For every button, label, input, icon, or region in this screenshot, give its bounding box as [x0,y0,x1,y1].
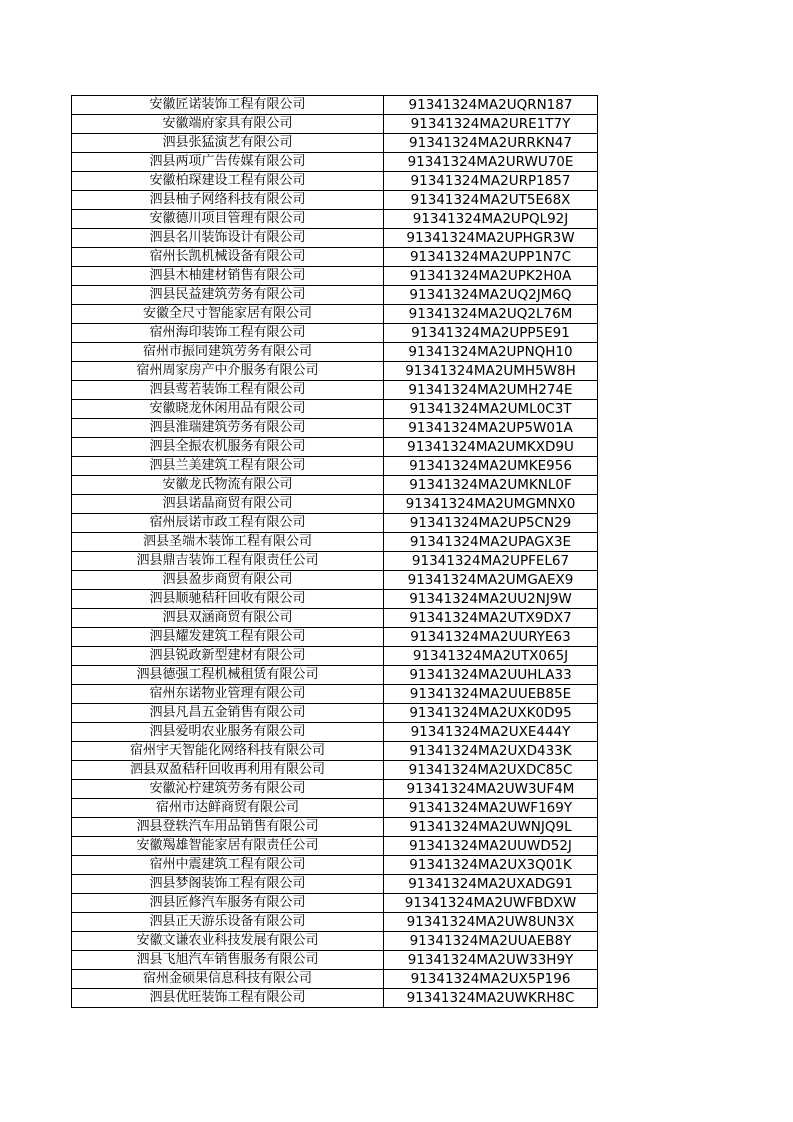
company-name-cell: 泗县张猛演艺有限公司 [72,134,384,153]
credit-code-cell: 91341324MA2UMH5W8H [384,362,598,381]
credit-code-cell: 91341324MA2UXDC85C [384,761,598,780]
company-name-cell: 泗县登轶汽车用品销售有限公司 [72,818,384,837]
credit-code-cell: 91341324MA2UP5CN29 [384,514,598,533]
credit-code-cell: 91341324MA2UT5E68X [384,191,598,210]
table-row [72,666,598,685]
table-row [72,96,598,115]
table-row [72,495,598,514]
company-name-cell: 宿州中震建筑工程有限公司 [72,856,384,875]
table-row [72,362,598,381]
company-name-cell: 宿州金硕果信息科技有限公司 [72,970,384,989]
table-row [72,742,598,761]
credit-code-cell: 91341324MA2UXK0D95 [384,704,598,723]
table-row [72,761,598,780]
company-name-cell: 泗县德强工程机械租赁有限公司 [72,666,384,685]
credit-code-cell: 91341324MA2UTX065J [384,647,598,666]
table-row [72,989,598,1008]
table-row [72,305,598,324]
company-name-cell: 泗县正天游乐设备有限公司 [72,913,384,932]
credit-code-cell: 91341324MA2UPK2H0A [384,267,598,286]
company-name-cell: 泗县圣端木装饰工程有限公司 [72,533,384,552]
credit-code-cell: 91341324MA2UWKRH8C [384,989,598,1008]
table-row [72,894,598,913]
company-name-cell: 安徽匠诺装饰工程有限公司 [72,96,384,115]
company-name-cell: 泗县锐政新型建材有限公司 [72,647,384,666]
table-row [72,172,598,191]
table-row [72,609,598,628]
company-name-cell: 安徽龙氏物流有限公司 [72,476,384,495]
company-name-cell: 宿州辰诺市政工程有限公司 [72,514,384,533]
company-name-cell: 安徽全尺寸智能家居有限公司 [72,305,384,324]
company-name-cell: 泗县民益建筑劳务有限公司 [72,286,384,305]
table-row [72,153,598,172]
credit-code-cell: 91341324MA2URE1T7Y [384,115,598,134]
company-name-cell: 安徽柏琛建设工程有限公司 [72,172,384,191]
company-name-cell: 泗县凡昌五金销售有限公司 [72,704,384,723]
company-name-cell: 泗县爱明农业服务有限公司 [72,723,384,742]
company-name-cell: 泗县全振农机服务有限公司 [72,438,384,457]
credit-code-cell: 91341324MA2UURYE63 [384,628,598,647]
credit-code-cell: 91341324MA2UQRN187 [384,96,598,115]
table-row [72,723,598,742]
table-row [72,457,598,476]
company-name-cell: 宿州周家房产中介服务有限公司 [72,362,384,381]
table-row [72,552,598,571]
table-row [72,856,598,875]
company-name-cell: 安徽端府家具有限公司 [72,115,384,134]
credit-code-cell: 91341324MA2UPP5E91 [384,324,598,343]
credit-code-cell: 91341324MA2UUHLA33 [384,666,598,685]
credit-code-cell: 91341324MA2UP5W01A [384,419,598,438]
company-name-cell: 泗县梦阁装饰工程有限公司 [72,875,384,894]
company-name-cell: 泗县柚子网络科技有限公司 [72,191,384,210]
credit-code-cell: 91341324MA2UMGMNX0 [384,495,598,514]
credit-code-cell: 91341324MA2UPQL92J [384,210,598,229]
credit-code-cell: 91341324MA2UMGAEX9 [384,571,598,590]
credit-code-cell: 91341324MA2UQ2L76M [384,305,598,324]
table-row [72,191,598,210]
company-name-cell: 泗县优旺装饰工程有限公司 [72,989,384,1008]
credit-code-cell: 91341324MA2UXE444Y [384,723,598,742]
credit-code-cell: 91341324MA2UPHGR3W [384,229,598,248]
company-name-cell: 宿州宇天智能化网络科技有限公司 [72,742,384,761]
table-row [72,837,598,856]
credit-code-cell: 91341324MA2UXADG91 [384,875,598,894]
table-row [72,400,598,419]
credit-code-cell: 91341324MA2UU2NJ9W [384,590,598,609]
company-name-cell: 泗县两项广告传媒有限公司 [72,153,384,172]
credit-code-cell: 91341324MA2URP1857 [384,172,598,191]
company-name-cell: 宿州市达鲜商贸有限公司 [72,799,384,818]
table-row [72,476,598,495]
table-row [72,704,598,723]
company-name-cell: 泗县淮瑞建筑劳务有限公司 [72,419,384,438]
credit-code-cell: 91341324MA2UUEB85E [384,685,598,704]
table-row [72,951,598,970]
table-row [72,799,598,818]
company-table [71,95,598,1008]
credit-code-cell: 91341324MA2UPP1N7C [384,248,598,267]
credit-code-cell: 91341324MA2UTX9DX7 [384,609,598,628]
company-name-cell: 泗县双涵商贸有限公司 [72,609,384,628]
company-name-cell: 泗县名川装饰设计有限公司 [72,229,384,248]
company-name-cell: 安徽文谦农业科技发展有限公司 [72,932,384,951]
credit-code-cell: 91341324MA2UWFBDXW [384,894,598,913]
table-row [72,267,598,286]
table-row [72,818,598,837]
credit-code-cell: 91341324MA2UPFEL67 [384,552,598,571]
credit-code-cell: 91341324MA2UMKE956 [384,457,598,476]
table-row [72,514,598,533]
table-row [72,286,598,305]
credit-code-cell: 91341324MA2UWF169Y [384,799,598,818]
table-row [72,875,598,894]
table-row [72,248,598,267]
company-name-cell: 泗县诺晶商贸有限公司 [72,495,384,514]
credit-code-cell: 91341324MA2UUAEB8Y [384,932,598,951]
company-name-cell: 泗县顺驰秸秆回收有限公司 [72,590,384,609]
credit-code-cell: 91341324MA2UMKXD9U [384,438,598,457]
table-row [72,970,598,989]
table-row [72,324,598,343]
credit-code-cell: 91341324MA2URRKN47 [384,134,598,153]
company-name-cell: 宿州东诺物业管理有限公司 [72,685,384,704]
table-row [72,533,598,552]
company-name-cell: 泗县莺若装饰工程有限公司 [72,381,384,400]
company-name-cell: 泗县耀发建筑工程有限公司 [72,628,384,647]
credit-code-cell: 91341324MA2UUWD52J [384,837,598,856]
table-row [72,210,598,229]
company-name-cell: 安徽晓龙休闲用品有限公司 [72,400,384,419]
company-name-cell: 泗县盈步商贸有限公司 [72,571,384,590]
table-row [72,438,598,457]
company-name-cell: 泗县木柚建材销售有限公司 [72,267,384,286]
table-row [72,115,598,134]
credit-code-cell: 91341324MA2UWNJQ9L [384,818,598,837]
credit-code-cell: 91341324MA2UPAGX3E [384,533,598,552]
credit-code-cell: 91341324MA2UW8UN3X [384,913,598,932]
table-row [72,780,598,799]
company-name-cell: 安徽羯雄智能家居有限责任公司 [72,837,384,856]
credit-code-cell: 91341324MA2UW3UF4M [384,780,598,799]
company-name-cell: 泗县匠修汽车服务有限公司 [72,894,384,913]
credit-code-cell: 91341324MA2URWU70E [384,153,598,172]
credit-code-cell: 91341324MA2UW33H9Y [384,951,598,970]
table-row [72,932,598,951]
table-row [72,590,598,609]
table-row [72,913,598,932]
credit-code-cell: 91341324MA2UX5P196 [384,970,598,989]
credit-code-cell: 91341324MA2UQ2JM6Q [384,286,598,305]
table-row [72,571,598,590]
table-row [72,134,598,153]
company-name-cell: 宿州海印装饰工程有限公司 [72,324,384,343]
table-row [72,647,598,666]
credit-code-cell: 91341324MA2UXD433K [384,742,598,761]
company-name-cell: 泗县双盈秸秆回收再利用有限公司 [72,761,384,780]
credit-code-cell: 91341324MA2UMKNL0F [384,476,598,495]
table-row [72,229,598,248]
company-table-body [72,96,598,1008]
company-name-cell: 泗县飞旭汽车销售服务有限公司 [72,951,384,970]
credit-code-cell: 91341324MA2UML0C3T [384,400,598,419]
table-row [72,419,598,438]
company-name-cell: 泗县鼎吉装饰工程有限责任公司 [72,552,384,571]
company-name-cell: 泗县兰美建筑工程有限公司 [72,457,384,476]
company-name-cell: 安徽沁柠建筑劳务有限公司 [72,780,384,799]
company-name-cell: 宿州长凯机械设备有限公司 [72,248,384,267]
credit-code-cell: 91341324MA2UX3Q01K [384,856,598,875]
credit-code-cell: 91341324MA2UMH274E [384,381,598,400]
table-row [72,628,598,647]
credit-code-cell: 91341324MA2UPNQH10 [384,343,598,362]
table-row [72,685,598,704]
table-row [72,343,598,362]
company-name-cell: 宿州市振同建筑劳务有限公司 [72,343,384,362]
company-name-cell: 安徽德川项目管理有限公司 [72,210,384,229]
table-row [72,381,598,400]
